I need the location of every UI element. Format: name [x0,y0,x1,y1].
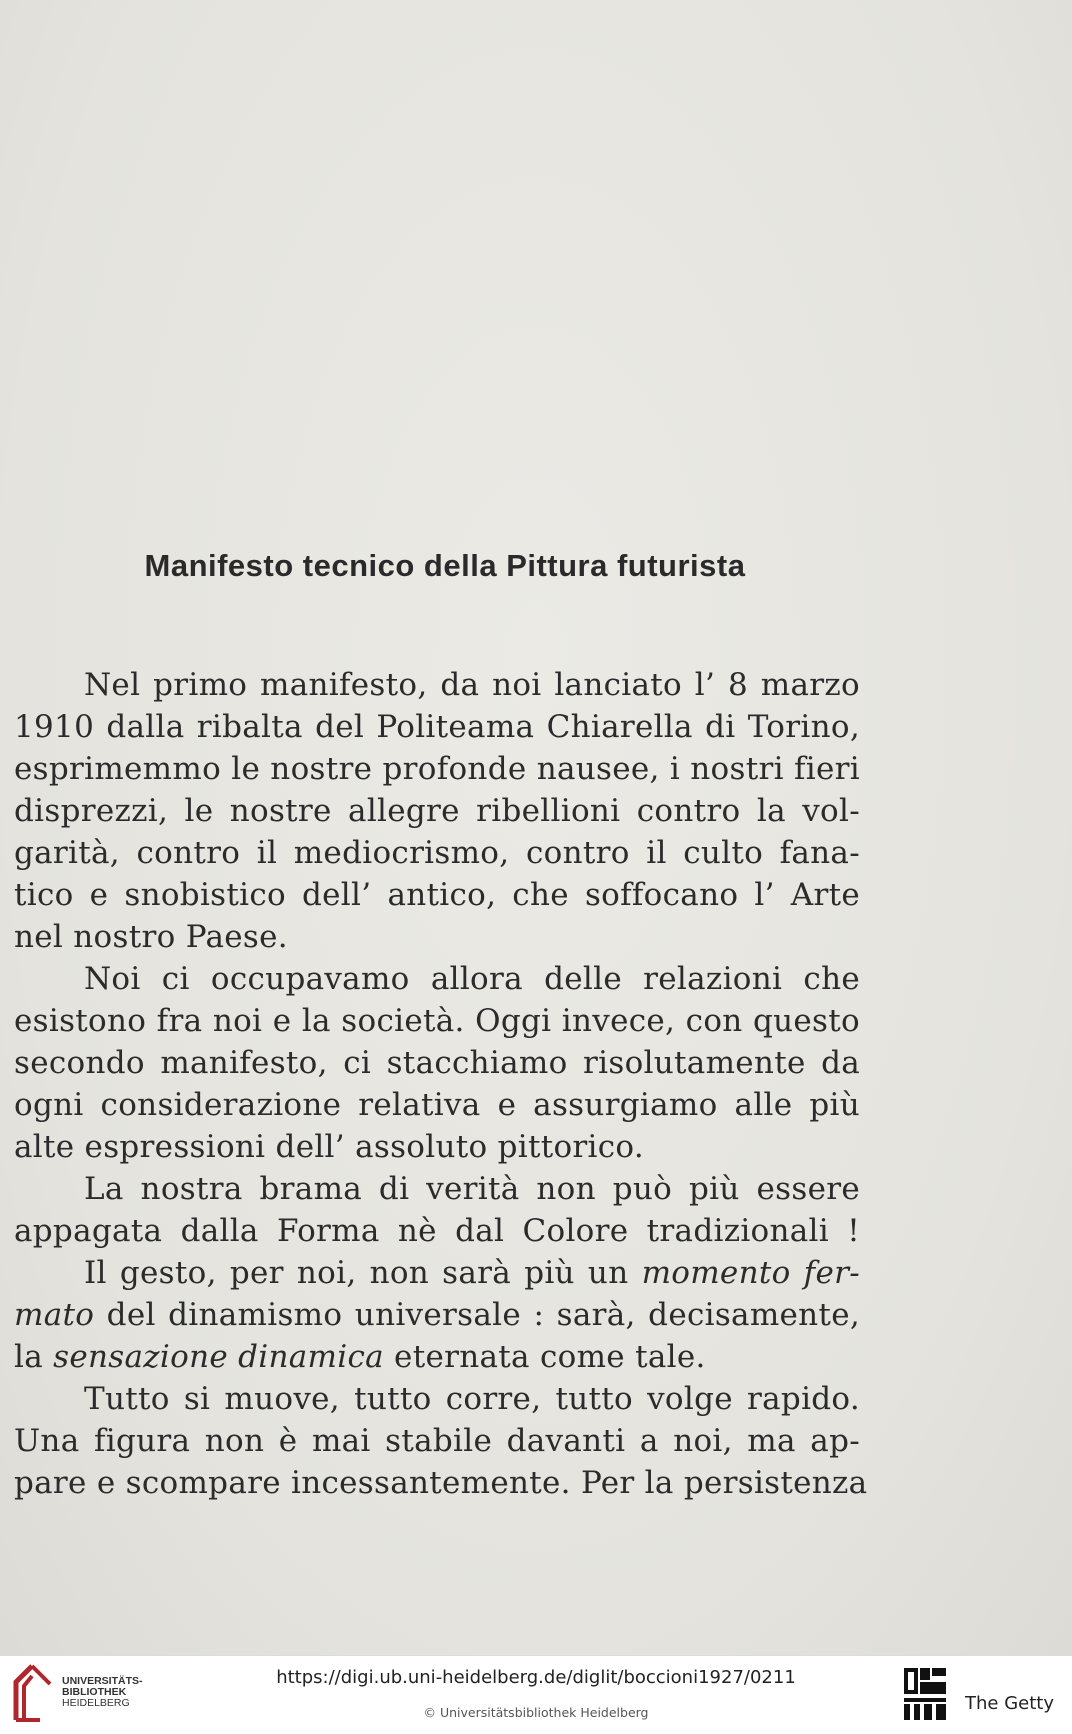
text-line: esprimemmo le nostre profonde nausee, i nostri fieri [14,751,860,787]
italic-text: sensazione dinamica [53,1339,384,1375]
text-line: ogni considerazione relativa e assurgiamo alle più [14,1087,860,1123]
text-line [14,1252,860,1294]
italic-text: momento fer- [641,1255,860,1291]
text-line [14,1336,860,1378]
text-line: pare e scompare incessantemente. Per la persistenza [14,1465,868,1501]
text-run: del dinamismo universale : sarà, decisamente, [94,1297,860,1333]
italic-text: mato [14,1297,95,1333]
copyright-notice: © Universitätsbibliothek Heidelberg [423,1705,649,1720]
text-run: la [14,1339,54,1375]
text-line: appagata dalla Forma nè dal Colore tradizionali ! [14,1213,860,1249]
text-line: La nostra brama di verità non può più essere [84,1171,860,1207]
text-line: secondo manifesto, ci stacchiamo risolutamente da [14,1045,860,1081]
text-line: nel nostro Paese. [14,919,288,955]
text-run: eternata come tale. [383,1339,706,1375]
page-title: Manifesto tecnico della Pittura futurista [144,548,746,583]
getty-label: The Getty [965,1693,1054,1714]
body-text [14,664,868,1504]
text-line: esistono fra noi e la società. Oggi invece, con questo [14,1003,860,1039]
text-line: 1910 dalla ribalta del Politeama Chiarella di Torino, [14,709,860,745]
text-run: Il gesto, per noi, non sarà più un [84,1255,642,1291]
text-line: alte espressioni dell’ assoluto pittorico. [14,1129,644,1165]
text-line: Una figura non è mai stabile davanti a noi, ma ap- [14,1423,860,1459]
text-line: garità, contro il mediocrismo, contro il culto fana- [14,835,860,871]
text-line: Tutto si muove, tutto corre, tutto volge rapido. [84,1381,860,1417]
library-name-line: BIBLIOTHEK [62,1686,127,1698]
text-line: Nel primo manifesto, da noi lanciato l’ 8 marzo [84,667,860,703]
library-name-line: UNIVERSITÄTS- [62,1675,143,1687]
text-line [14,1294,860,1336]
library-name-line: HEIDELBERG [62,1697,130,1709]
text-line: disprezzi, le nostre allegre ribellioni contro la vol- [14,793,860,829]
getty-logo-icon[interactable] [902,1666,950,1722]
permalink-url[interactable]: https://digi.ub.uni-heidelberg.de/diglit/boccioni1927/0211 [276,1667,796,1688]
text-line: tico e snobistico dell’ antico, che soffocano l’ Arte [14,877,860,913]
text-line: Noi ci occupavamo allora delle relazioni che [84,961,860,997]
